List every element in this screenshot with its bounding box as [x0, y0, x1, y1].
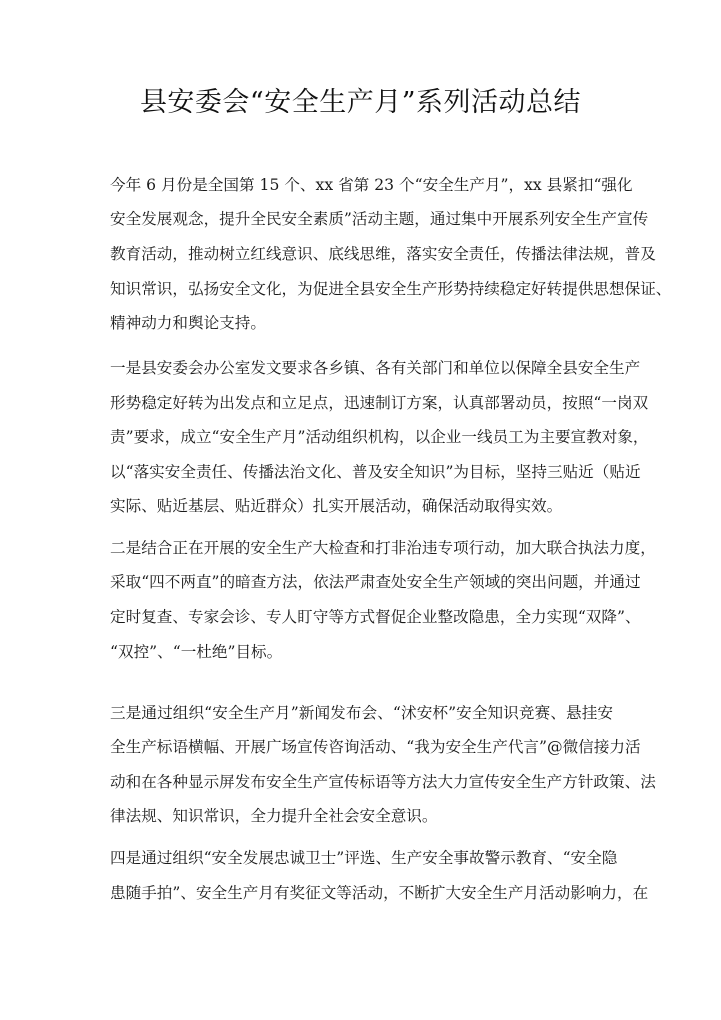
text-line: 精神动力和舆论支持。 — [110, 314, 266, 332]
text-line: 患随手拍”、安全生产月有奖征文等活动，不断扩大安全生产月活动影响力，在 — [110, 884, 649, 902]
text-line: 以“落实安全责任、传播法治文化、普及安全知识”为目标，坚持三贴近（贴近 — [110, 463, 641, 481]
text-line: 动和在各种显示屏发布安全生产宣传标语等方法大力宣传安全生产方针政策、法 — [110, 773, 656, 791]
text-line: 责”要求，成立“安全生产月”活动组织机构，以企业一线员工为主要宣教对象， — [110, 428, 649, 446]
text-line: 二是结合正在开展的安全生产大检查和打非治违专项行动，加大联合执法力度， — [110, 539, 656, 557]
text-line: 全生产标语横幅、开展广场宣传咨询活动、“我为安全生产代言”@微信接力活 — [110, 738, 641, 756]
text-line: 今年 6 月份是全国第 15 个、xx 省第 23 个“安全生产月”，xx 县紧扣“强化 — [110, 176, 633, 194]
text-line: 采取“四不两直”的暗查方法，依法严肃查处安全生产领域的突出问题，并通过 — [110, 573, 641, 591]
text-line: 定时复查、专家会诊、专人盯守等方式督促企业整改隐患，全力实现“双降”、 — [110, 608, 641, 626]
text-line: 教育活动，推动树立红线意识、底线思维，落实安全责任，传播法律法规，普及 — [110, 245, 656, 263]
document-title: 县安委会“安全生产月”系列活动总结 — [139, 87, 582, 118]
text-line: 律法规、知识常识，全力提升全社会安全意识。 — [110, 807, 438, 825]
text-line: 实际、贴近基层、贴近群众）扎实开展活动，确保活动取得实效。 — [110, 497, 563, 515]
text-line: 三是通过组织“安全生产月”新闻发布会、“沭安杯”安全知识竞赛、悬挂安 — [110, 704, 613, 722]
text-line: 四是通过组织“安全发展忠诚卫士”评选、生产安全事故警示教育、“安全隐 — [110, 849, 618, 867]
text-line: 一是县安委会办公室发文要求各乡镇、各有关部门和单位以保障全县安全生产 — [110, 359, 641, 377]
text-line: 知识常识，弘扬安全文化，为促进全县安全生产形势持续稳定好转提供思想保证、 — [110, 280, 672, 298]
text-line: “双控”、“一杜绝”目标。 — [110, 643, 283, 661]
text-line: 安全发展观念，提升全民安全素质”活动主题，通过集中开展系列安全生产宣传 — [110, 210, 649, 228]
text-line: 形势稳定好转为出发点和立足点，迅速制订方案，认真部署动员，按照“一岗双 — [110, 394, 649, 412]
